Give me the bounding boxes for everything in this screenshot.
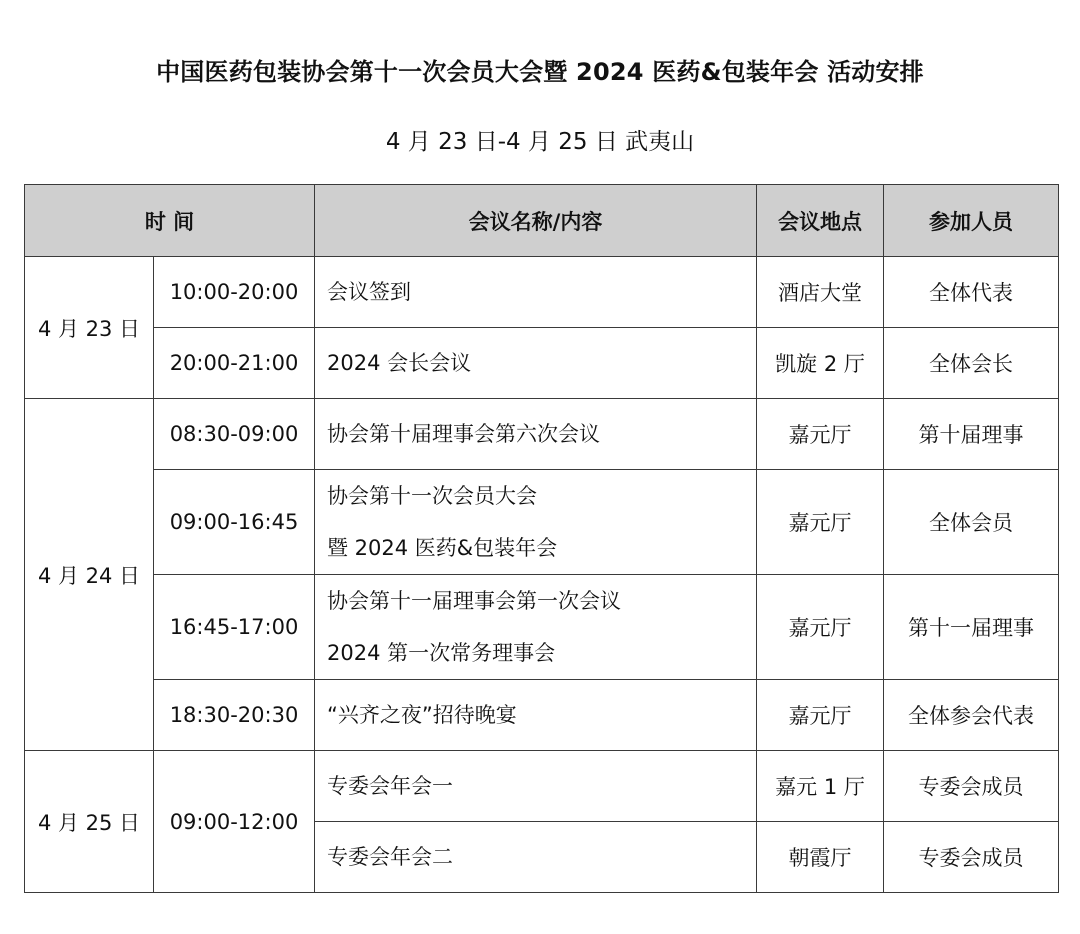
event-name-line: 会议签到 [327,279,411,304]
event-name-cell [315,680,757,751]
event-name-cell [315,751,757,822]
attendees-cell: 全体会长 [884,328,1059,399]
attendees-cell: 第十一届理事 [884,575,1059,680]
event-name-cell [315,328,757,399]
attendees-cell: 专委会成员 [884,822,1059,893]
table-row [25,257,1059,328]
attendees-cell: 专委会成员 [884,751,1059,822]
event-name-cell [315,575,757,680]
time-cell: 16:45-17:00 [154,575,315,680]
header-people: 参加人员 [884,185,1059,257]
venue-cell: 嘉元厅 [757,575,884,680]
event-name-line: 专委会年会二 [327,844,453,869]
venue-cell: 朝霞厅 [757,822,884,893]
date-cell: 4 月 24 日 [25,399,154,751]
venue-cell: 凯旋 2 厅 [757,328,884,399]
date-cell: 4 月 25 日 [25,751,154,893]
venue-cell: 酒店大堂 [757,257,884,328]
attendees-cell: 全体参会代表 [884,680,1059,751]
table-row [25,751,1059,822]
table-row [25,399,1059,470]
event-name-line: “兴齐之夜”招待晚宴 [327,702,517,727]
event-name-line: 2024 会长会议 [327,350,472,375]
attendees-cell: 全体会员 [884,470,1059,575]
event-name-line: 协会第十一届理事会第一次会议 [327,589,621,613]
event-name-line: 暨 2024 医药&包装年会 [327,536,558,560]
time-cell: 18:30-20:30 [154,680,315,751]
venue-cell: 嘉元厅 [757,680,884,751]
event-name-cell [315,822,757,893]
event-name-cell [315,399,757,470]
venue-cell: 嘉元 1 厅 [757,751,884,822]
document-title: 中国医药包装协会第十一次会员大会暨 2024 医药&包装年会 活动安排 [156,58,924,86]
table-row [25,575,1059,680]
time-cell: 08:30-09:00 [154,399,315,470]
event-name-line: 协会第十届理事会第六次会议 [327,421,600,446]
date-cell: 4 月 23 日 [25,257,154,399]
document-subtitle: 4 月 23 日-4 月 25 日 武夷山 [385,129,695,155]
schedule-table [24,184,1059,893]
header-name: 会议名称/内容 [315,185,757,257]
time-cell: 09:00-16:45 [154,470,315,575]
venue-cell: 嘉元厅 [757,399,884,470]
time-cell: 20:00-21:00 [154,328,315,399]
time-cell: 09:00-12:00 [154,751,315,893]
venue-cell: 嘉元厅 [757,470,884,575]
event-name-line: 协会第十一次会员大会 [327,484,537,508]
table-row [25,470,1059,575]
event-name-line: 专委会年会一 [327,773,453,798]
header-venue: 会议地点 [757,185,884,257]
attendees-cell: 第十届理事 [884,399,1059,470]
attendees-cell: 全体代表 [884,257,1059,328]
header-time: 时 间 [25,185,315,257]
table-row [25,328,1059,399]
event-name-line: 2024 第一次常务理事会 [327,641,556,665]
event-name-cell [315,257,757,328]
table-row [25,680,1059,751]
table-header-row [25,185,1059,257]
time-cell: 10:00-20:00 [154,257,315,328]
event-name-cell [315,470,757,575]
